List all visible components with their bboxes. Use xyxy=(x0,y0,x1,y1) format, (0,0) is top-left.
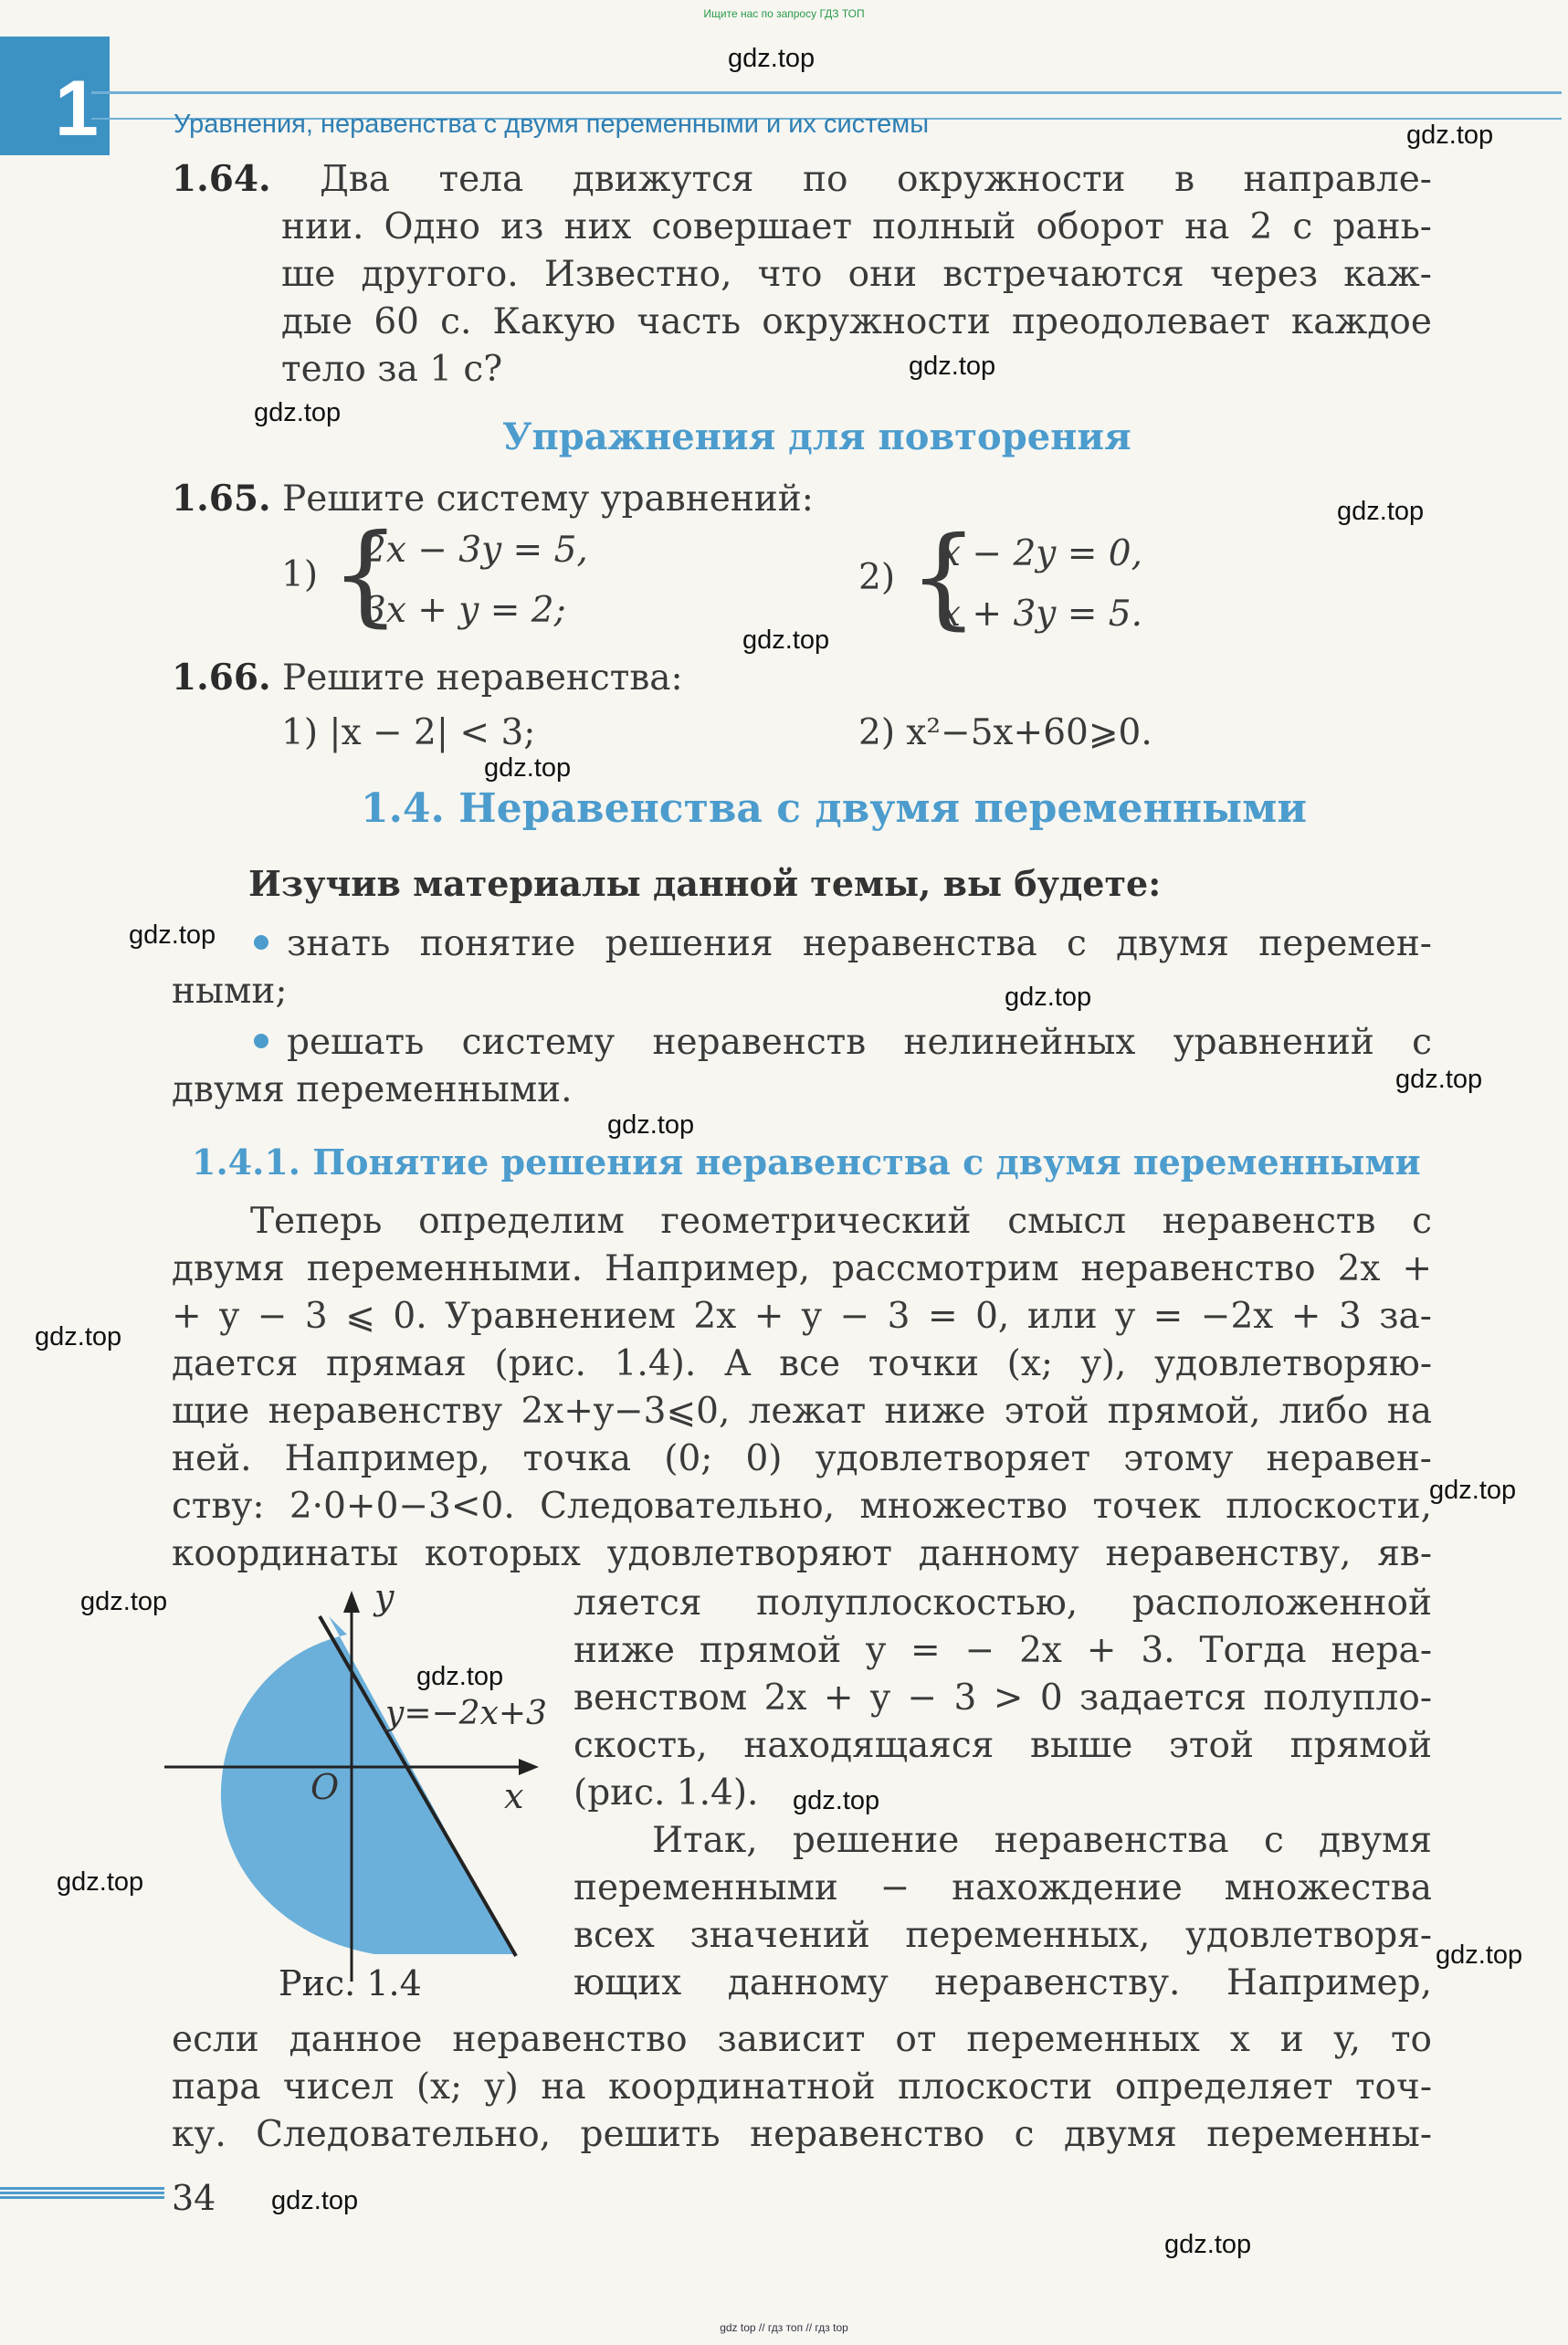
body-line: ству: 2·0+0−3<0. Следовательно, множество точек плоскости, xyxy=(172,1486,1432,1527)
watermark: gdz.top xyxy=(484,753,572,783)
watermark: gdz.top xyxy=(1395,1065,1483,1094)
page-number: 34 xyxy=(172,2178,216,2218)
section-heading: 1.4. Неравенства с двумя переменными xyxy=(361,785,1308,832)
origin-label: O xyxy=(310,1767,340,1807)
figure-1-4 xyxy=(164,1580,566,1991)
watermark: gdz.top xyxy=(1337,497,1425,526)
top-note: Ищите нас по запросу ГДЗ ТОП xyxy=(703,7,865,20)
chapter-number: 1 xyxy=(55,65,99,152)
body-line: переменными − нахождение множества xyxy=(574,1867,1432,1909)
body-line: (рис. 1.4). xyxy=(574,1772,759,1814)
line-equation-label: y=−2x+3 xyxy=(385,1695,547,1732)
watermark: gdz.top xyxy=(57,1867,144,1897)
watermark: gdz.top xyxy=(742,626,830,655)
watermark: gdz.top xyxy=(793,1786,880,1815)
inequality-2: 2) x²−5x+60⩾0. xyxy=(858,712,1152,753)
watermark: gdz.top xyxy=(1164,2230,1252,2259)
bottom-note: gdz top // гдз топ // гдз top xyxy=(720,2321,848,2334)
goal-line: решать систему неравенств нелинейных уравнений с xyxy=(287,1022,1432,1063)
goal-line: ными; xyxy=(172,971,288,1012)
system-brace: { xyxy=(331,511,401,638)
watermark: gdz.top xyxy=(416,1662,504,1691)
body-text xyxy=(172,1198,1432,1578)
problem-1-64 xyxy=(172,155,1432,394)
watermark: gdz.top xyxy=(271,2186,359,2215)
watermark: gdz.top xyxy=(129,920,216,950)
goals-list xyxy=(172,920,1432,1114)
system-2-label: 2) xyxy=(858,557,896,598)
watermark: gdz.top xyxy=(254,398,342,427)
body-line: двумя переменными. Например, рассмотрим неравенство 2x + xyxy=(172,1248,1432,1289)
inequality-1: 1) |x − 2| < 3; xyxy=(281,712,536,753)
watermark: gdz.top xyxy=(1429,1476,1517,1505)
review-heading: Упражнения для повторения xyxy=(502,415,1131,458)
watermark: gdz.top xyxy=(1406,121,1494,150)
bullet-icon xyxy=(254,935,268,950)
bullet-icon xyxy=(254,1034,268,1048)
y-axis-label: y xyxy=(374,1580,395,1617)
goal-line: двумя переменными. xyxy=(172,1069,573,1110)
problem-line: дые 60 с. Какую часть окружности преодолевает каждое xyxy=(281,301,1432,342)
subsection-heading: 1.4.1. Понятие решения неравенства с двумя переменными xyxy=(192,1141,1421,1183)
system-1-label: 1) xyxy=(281,554,319,595)
watermark: gdz.top xyxy=(607,1110,695,1140)
goals-heading: Изучив материалы данной темы, вы будете: xyxy=(248,863,1162,904)
problem-line: нии. Одно из них совершает полный оборот на 2 с рань- xyxy=(281,206,1432,247)
body-line: дается прямая (рис. 1.4). А все точки (x; y), удовлетворяю- xyxy=(172,1343,1432,1384)
body-line: пара чисел (x; y) на координатной плоскости определяет точ- xyxy=(172,2066,1432,2108)
body-line: ниже прямой y = − 2x + 3. Тогда нера- xyxy=(574,1630,1432,1671)
body-line: венством 2x + y − 3 > 0 задается полупло- xyxy=(574,1677,1432,1719)
body-line: всех значений переменных, удовлетворя- xyxy=(574,1915,1432,1956)
body-line: координаты которых удовлетворяют данному неравенству, яв- xyxy=(172,1533,1432,1574)
tail-text xyxy=(172,2016,1432,2159)
watermark: gdz.top xyxy=(35,1322,122,1351)
body-line: + y − 3 ⩽ 0. Уравнением 2x + y − 3 = 0, или y = −2x + 3 за- xyxy=(172,1296,1432,1337)
problem-text: Решите неравенства: xyxy=(281,657,683,699)
system-2-equation-1: x − 2y = 0, xyxy=(941,533,1142,574)
system-brace: { xyxy=(909,514,979,641)
body-line: если данное неравенство зависит от переменных x и y, то xyxy=(172,2019,1432,2060)
problem-number: 1.65. xyxy=(172,478,271,520)
page-number-bar xyxy=(0,2187,164,2200)
problem-text: Решите систему уравнений: xyxy=(281,478,814,520)
body-line: Теперь определим геометрический смысл неравенств с xyxy=(250,1201,1432,1242)
body-line: ку. Следовательно, решить неравенство с двумя переменны- xyxy=(172,2114,1432,2155)
problem-line: Два тела движутся по окружности в направле- xyxy=(320,159,1432,200)
watermark: gdz.top xyxy=(1436,1940,1523,1970)
problem-number: 1.66. xyxy=(172,657,271,699)
body-line: скость, находящаяся выше этой прямой xyxy=(574,1725,1432,1766)
watermark: gdz.top xyxy=(80,1587,168,1616)
side-text xyxy=(574,1580,1432,2007)
problem-line: ше другого. Известно, что они встречаются через каж- xyxy=(281,254,1432,295)
system-1-equation-1: 2x − 3y = 5, xyxy=(363,530,588,571)
watermark: gdz.top xyxy=(909,352,996,381)
x-axis-arrow-icon xyxy=(519,1759,539,1775)
watermark: gdz.top xyxy=(728,44,816,73)
x-axis-label: x xyxy=(504,1776,524,1816)
watermark: gdz.top xyxy=(1005,983,1092,1012)
problem-1-66 xyxy=(172,654,1432,702)
body-line: ющих данному неравенству. Например, xyxy=(574,1962,1432,2003)
y-axis-arrow-icon xyxy=(343,1591,360,1613)
goal-line: знать понятие решения неравенства с двумя перемен- xyxy=(287,923,1432,964)
body-line: Итак, решение неравенства с двумя xyxy=(652,1820,1432,1861)
body-line: ней. Например, точка (0; 0) удовлетворяет этому нерaвен- xyxy=(172,1438,1432,1479)
body-line: щие неравенству 2x+y−3⩽0, лежат ниже этой прямой, либо на xyxy=(172,1391,1432,1432)
system-1-equation-2: 3x + y = 2; xyxy=(363,590,566,631)
problem-line: тело за 1 с? xyxy=(281,349,503,390)
chapter-title: Уравнения, неравенства с двумя переменными и их системы xyxy=(174,110,930,139)
figure-caption: Рис. 1.4 xyxy=(279,1963,422,2003)
problem-number: 1.64. xyxy=(172,158,271,200)
system-2-equation-2: x + 3y = 5. xyxy=(941,594,1142,635)
body-line: ляется полуплоскостью, расположенной xyxy=(574,1583,1432,1624)
